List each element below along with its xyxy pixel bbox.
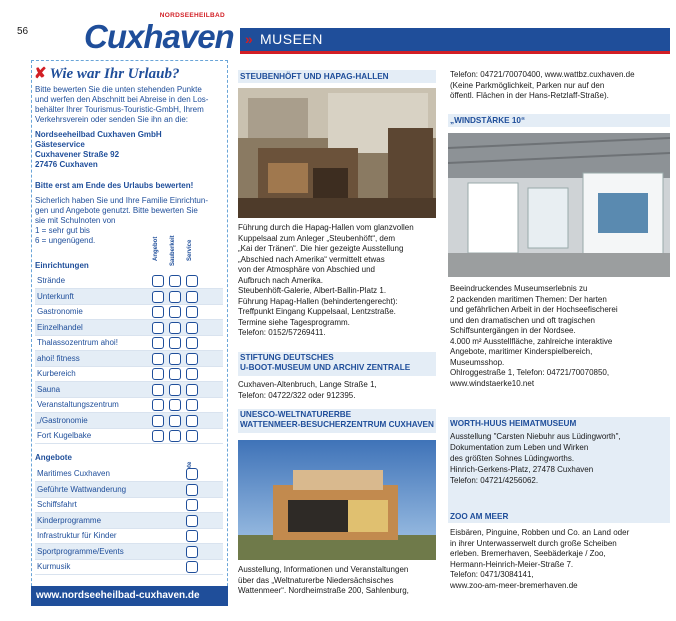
rating-row-label: Veranstaltungszentrum [37,400,119,409]
steubenhoeft-line: Steubenhöft-Galerie, Albert-Ballin-Platz 1. [238,286,387,295]
heading-windstaerke-box [448,114,670,127]
photo-hapag-hallen [238,88,436,218]
rating-checkbox[interactable] [186,468,198,480]
survey-instructions-line: gen und Angebote genutzt. Bitte bewerten Sie [35,206,198,215]
rating-row-label: Schiffsfahrt [37,500,77,509]
rating-row-label: Kinderprogramme [37,515,102,525]
heading-wattenmeer [238,409,436,431]
heading-steubenhoeft: STEUBENHÖFT UND HAPAG-HALLEN [240,72,389,81]
windstaerke-line: www.windstaerke10.net [450,378,535,388]
windstaerke-line: Schiffsuntergängen in der Nordsee. [450,326,576,335]
steubenhoeft-line: Telefon: 0152/57269411. [238,328,326,337]
rating-checkbox[interactable] [186,484,198,496]
rating-row-label: Fort Kugelbake [37,431,92,440]
rating-row-label: „/Gastronomie [37,415,88,425]
col-header-sauberkeit: Sauberkeit [170,235,176,266]
rating-row [35,304,223,320]
rating-row-label: Gastronomie [37,307,83,316]
rating-row [35,413,223,429]
logo-subtitle: NORDSEEHEILBAD [159,12,225,19]
rating-row-label: Sportprogramme/Events [37,546,124,556]
rating-row [35,528,223,544]
steubenhoeft-line: „Abschied nach Amerika“ vermittelt etwas [238,254,385,264]
wattenmeer-cont-line: (Keine Parkmöglichkeit, Parken nur auf den [450,80,605,90]
windstaerke-line: 2 packenden maritimen Themen: Der harten [450,294,607,304]
rating-checkbox[interactable] [169,368,181,380]
text-wattenmeer-cont [450,70,672,102]
rating-row [35,497,223,513]
section-angebote: Angebote [35,453,72,462]
cuxhaven-logo [84,12,234,56]
rating-row [35,544,223,560]
rating-row-label: Sauna [37,384,61,394]
rating-checkbox[interactable] [186,399,198,411]
survey-instructions-line: Sicherlich haben Sie und Ihre Familie Einrichtun- [35,196,208,205]
survey-instructions-line: 1 = sehr gut bis [35,226,90,235]
worth-huus-line: des größten Sohnes Lüdingworths. [450,454,575,463]
header-rule [240,51,670,54]
survey-instructions-line: sie mit Schulnoten von [35,216,116,225]
text-worth-huus [448,431,670,486]
rating-checkbox[interactable] [186,306,198,318]
heading-uboot-box [238,352,436,376]
wattenmeer-cont-line: Telefon: 04721/70070400, www.wattbz.cuxhaven.de [450,70,635,79]
text-steubenhoeft [238,223,438,339]
windstaerke-line: 4.000 m² Ausstellfläche, zahlreiche interaktive [450,336,613,346]
heading-windstaerke: „WINDSTÄRKE 10“ [450,116,526,125]
rating-row [35,559,223,575]
rating-row-label: Infrastruktur für Kinder [37,531,117,540]
rating-checkbox[interactable] [152,384,164,396]
worth-huus-line: Dokumentation zum Leben und Wirken [450,443,589,452]
heading-wattenmeer-box [238,409,436,433]
rating-checkbox[interactable] [152,430,164,442]
heading-zoo-box [448,510,670,523]
rating-row-label: Maritimes Cuxhaven [37,469,110,478]
survey-intro-line: und werfen den Abschnitt bei Abreise in den Los- [35,95,209,104]
rating-checkbox[interactable] [186,353,198,365]
rating-checkbox[interactable] [152,337,164,349]
uboot-heading-line: U-BOOT-MUSEUM UND ARCHIV ZENTRALE [240,363,411,372]
zoo-line: www.zoo-am-meer-bremerhaven.de [450,580,578,590]
rating-checkbox[interactable] [186,561,198,573]
rating-checkbox[interactable] [186,415,198,427]
rating-checkbox[interactable] [186,368,198,380]
wattenmeer-heading-line: UNESCO-WELTNATURERBE [240,410,352,419]
rating-checkbox[interactable] [186,430,198,442]
rating-checkbox[interactable] [152,291,164,303]
rating-checkbox[interactable] [169,275,181,287]
rating-checkbox[interactable] [186,337,198,349]
rating-row-label: Kurmusik [37,562,71,571]
rating-checkbox[interactable] [186,546,198,558]
heading-worth-huus: WORTH-HUUS HEIMATMUSEUM [450,419,577,428]
steubenhoeft-line: Führung durch die Hapag-Hallen vom glanzvollen [238,223,414,232]
rating-checkbox[interactable] [152,368,164,380]
windstaerke-line: Museumsshop. [450,357,505,367]
windstaerke-line: Beeindruckendes Museumserlebnis zu [450,284,588,293]
steubenhoeft-line: Termine siehe Tagesprogramm. [238,317,350,327]
rating-row [35,428,223,444]
rating-row-label: Einzelhandel [37,322,83,332]
text-windstaerke [450,284,672,389]
rating-checkbox[interactable] [186,530,198,542]
rating-row [35,320,223,336]
survey-intro [35,85,227,125]
text-uboot [238,380,438,401]
footer-url[interactable]: www.nordseeheilbad-cuxhaven.de [36,590,200,601]
arrow-icon: » [245,31,253,47]
rating-row [35,335,223,351]
rating-checkbox[interactable] [186,275,198,287]
rating-row [35,351,223,367]
rating-row-label: Thalassozentrum ahoi! [37,338,118,347]
rating-checkbox[interactable] [186,515,198,527]
rating-row [35,273,223,289]
survey-instructions-line: 6 = ungenügend. [35,236,96,245]
rating-row [35,482,223,498]
text-zoo [450,528,672,591]
survey-address-line: 27476 Cuxhaven [35,160,98,169]
rating-checkbox[interactable] [152,353,164,365]
survey-address-line: Gästeservice [35,140,85,149]
rating-row [35,513,223,529]
rating-row-label: Unterkunft [37,291,74,301]
survey-note: Bitte erst am Ende des Urlaubs bewerten! [35,181,194,190]
survey-address [35,130,162,170]
windstaerke-line: und gefährlichen Arbeit in der Hochseefischerei [450,305,618,314]
photo-wattenmeer-center [238,440,436,560]
page-number: 56 [17,26,29,37]
text-wattenmeer [238,565,438,597]
rating-checkbox[interactable] [152,275,164,287]
cross-icon: ✘ [34,65,47,82]
rating-checkbox[interactable] [169,399,181,411]
survey-intro-line: Bitte bewerten Sie die unten stehenden Punkte [35,85,202,94]
section-header [240,28,670,51]
zoo-line: Telefon: 0471/3084141, [450,570,534,579]
steubenhoeft-line: Treffpunkt Eingang Kuppelsaal, Lentzstraße. [238,307,396,316]
heading-steubenhoeft-box [238,70,436,83]
rating-checkbox[interactable] [169,291,181,303]
rating-checkbox[interactable] [152,306,164,318]
rating-checkbox[interactable] [152,415,164,427]
wattenmeer-heading-line: WATTENMEER-BESUCHERZENTRUM CUXHAVEN [240,420,434,429]
worth-huus-line: Telefon: 04721/4256062. [450,476,539,485]
steubenhoeft-line: von der Atmosphäre von Abschied und [238,265,375,274]
rating-checkbox[interactable] [152,399,164,411]
survey-intro-line: behälter Ihrer Tourismus-Touristic-GmbH, Ihrem [35,105,204,114]
wattenmeer-line: über das „Weltnaturerbe Niedersächsisches [238,575,394,585]
steubenhoeft-line: Aufbruch nach Amerika. [238,275,323,285]
steubenhoeft-line: Führung Hapag-Hallen (behindertengerecht): [238,296,398,306]
wattenmeer-cont-line: öffentl. Flächen in der Hans-Retzlaff-Straße). [450,91,609,100]
survey-title: ✘ Wie war Ihr Urlaub? [34,65,180,82]
rating-checkbox[interactable] [169,337,181,349]
survey-instructions [35,196,227,246]
rating-checkbox[interactable] [169,353,181,365]
zoo-line: Eisbären, Pinguine, Robben und Co. an Land oder [450,528,630,537]
heading-zoo: ZOO AM MEER [450,512,509,521]
zoo-line: erleben. Bremerhaven, Seebäderkaje / Zoo, [450,549,606,558]
col-header-angebot: Angebot [153,236,159,261]
footer-url-bar [31,586,228,606]
rating-row-label: Geführte Wattwanderung [37,484,127,494]
rating-checkbox[interactable] [152,322,164,334]
worth-huus-line: Ausstellung "Carsten Niebuhr aus Lüdingworth", [450,432,621,441]
windstaerke-line: Angebote, maritimer Kinderspielbereich, [450,347,593,356]
rating-row-label: Kurbereich [37,369,76,378]
rating-row [35,466,223,482]
worth-huus-line: Hinrich-Gerkens-Platz, 27478 Cuxhaven [450,465,594,474]
uboot-line: Telefon: 04722/322 oder 912395. [238,390,356,400]
rating-checkbox[interactable] [186,291,198,303]
rating-checkbox[interactable] [169,384,181,396]
rating-checkbox[interactable] [186,499,198,511]
rating-row [35,366,223,382]
rating-checkbox[interactable] [169,415,181,427]
rating-checkbox[interactable] [169,322,181,334]
windstaerke-line: und den dramatischen und oft tragischen [450,315,595,325]
worth-huus-box [448,417,670,517]
zoo-line: in ihrer Unterwasserwelt durch große Scheiben [450,538,617,548]
rating-row-label: Strände [37,276,66,285]
survey-address-line: Nordseeheilbad Cuxhaven GmbH [35,130,162,139]
rating-checkbox[interactable] [186,322,198,334]
wattenmeer-line: Wattenmeer“. Nordheimstraße 200, Sahlenburg, [238,586,409,595]
rating-row [35,382,223,398]
rating-row [35,289,223,305]
survey-card [31,60,228,606]
windstaerke-line: Ohlroggestraße 1, Telefon: 04721/70070850, [450,368,610,377]
survey-intro-line: Verkehrsverein oder senden Sie ihn an die: [35,115,188,124]
wattenmeer-line: Ausstellung, Informationen und Veranstaltungen [238,565,409,574]
section-einrichtungen: Einrichtungen [35,261,89,270]
rating-row [35,397,223,413]
survey-address-line: Cuxhavener Straße 92 [35,150,120,159]
rating-row-label: ahoi! fitness [37,353,80,363]
steubenhoeft-line: Kuppelsaal zum Anleger „Steubenhöft“, dem [238,233,395,243]
rating-checkbox[interactable] [186,384,198,396]
uboot-line: Cuxhaven-Altenbruch, Lange Straße 1, [238,380,377,389]
uboot-heading-line: STIFTUNG DEUTSCHES [240,353,334,362]
rating-checkbox[interactable] [169,430,181,442]
zoo-line: Hermann-Heinrich-Meier-Straße 7. [450,559,574,569]
rating-checkbox[interactable] [169,306,181,318]
logo-title: Cuxhaven [84,18,234,55]
col-header-service: Service [187,239,193,261]
steubenhoeft-line: „Kai der Tränen“. Die hier gezeigte Ausstellung [238,244,404,253]
photo-windstaerke10 [448,133,670,277]
section-title: MUSEEN [260,31,323,47]
heading-uboot [238,352,436,374]
